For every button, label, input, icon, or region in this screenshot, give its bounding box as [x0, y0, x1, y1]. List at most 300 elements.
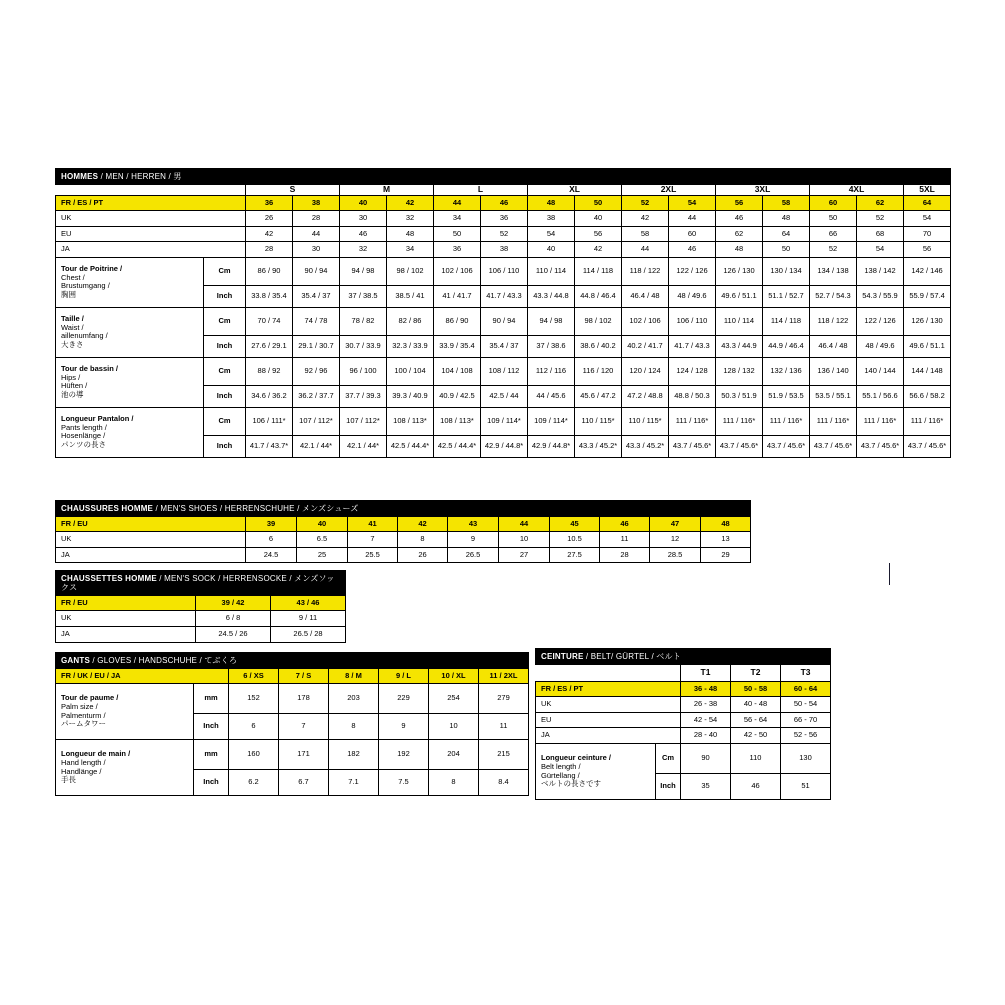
cell: 116 / 120	[575, 357, 622, 385]
cell: 50 - 54	[781, 697, 831, 713]
cell: 86 / 90	[434, 307, 481, 335]
cell: 26 - 38	[681, 697, 731, 713]
cell: 182	[329, 740, 379, 770]
cell: 120 / 124	[622, 357, 669, 385]
cell: 54	[528, 226, 575, 242]
men-title-sub: / MEN / HERREN / 男	[98, 172, 182, 181]
cell: 8	[429, 770, 479, 796]
cell: 9 / L	[379, 669, 429, 684]
cell: 6.5	[297, 532, 348, 548]
label-line: Tour de bassin /	[61, 364, 118, 374]
cell: 192	[379, 740, 429, 770]
cell: 46.4 / 48	[810, 335, 857, 357]
cell: 48	[716, 242, 763, 258]
men-size-group-row	[56, 185, 951, 196]
cell: 38	[293, 195, 340, 210]
cell: 203	[329, 684, 379, 714]
cell: 42 - 54	[681, 712, 731, 728]
belt-row-fr	[536, 682, 831, 697]
cell: 10	[429, 714, 479, 740]
cell: 42.5 / 44.4*	[387, 435, 434, 457]
cell: 43.7 / 45.6*	[810, 435, 857, 457]
gloves-title-row	[56, 653, 529, 669]
spacer	[536, 665, 656, 682]
label-line: Handlänge /	[61, 766, 102, 776]
cell: 51.9 / 53.5	[763, 385, 810, 407]
cell: 62	[716, 226, 763, 242]
cell: 7.5	[379, 770, 429, 796]
socks-title-row	[56, 571, 346, 596]
men-row-ja	[56, 242, 951, 258]
cell: 46	[731, 774, 781, 800]
belt-row-ja	[536, 728, 831, 744]
cell: 28 - 40	[681, 728, 731, 744]
belt-row-eu	[536, 712, 831, 728]
cell: 111 / 116*	[810, 407, 857, 435]
measure-label-chest	[56, 257, 204, 307]
men-title-main: HOMMES	[61, 172, 99, 181]
cell: 34	[434, 210, 481, 226]
label-line: Hand length /	[61, 758, 106, 768]
cell: 48	[528, 195, 575, 210]
cell: 50	[810, 210, 857, 226]
cell: 48	[701, 517, 751, 532]
cell: 52	[810, 242, 857, 258]
cell: 10 / XL	[429, 669, 479, 684]
cell: 94 / 98	[528, 307, 575, 335]
cell: 43.7 / 45.6*	[904, 435, 951, 457]
cell: 41.7 / 43.3	[481, 285, 528, 307]
cell: 32.3 / 33.9	[387, 335, 434, 357]
cell: 43.7 / 45.6*	[716, 435, 763, 457]
label-line: Palm size /	[61, 702, 98, 712]
shoes-row-fr	[56, 517, 751, 532]
size-group-3xl: 3XL	[716, 185, 810, 196]
cell: 40	[340, 195, 387, 210]
measure-label-hips	[56, 357, 204, 407]
cell: 122 / 126	[857, 307, 904, 335]
cell: 109 / 114*	[481, 407, 528, 435]
cell: 45	[550, 517, 600, 532]
cell: 110	[731, 744, 781, 774]
cell: 12	[650, 532, 701, 548]
label-line: パンツの長さ	[61, 439, 106, 449]
cell: 38	[481, 242, 528, 258]
cell: 42	[398, 517, 448, 532]
cell: 48.8 / 50.3	[669, 385, 716, 407]
cell: 88 / 92	[246, 357, 293, 385]
shoes-title-main: CHAUSSURES HOMME	[61, 504, 154, 513]
cell: 32	[340, 242, 387, 258]
men-row-fr	[56, 195, 951, 210]
cell: 107 / 112*	[340, 407, 387, 435]
cell: 70 / 74	[246, 307, 293, 335]
unit-cm: Cm	[204, 357, 246, 385]
label-line: ベルトの長さです	[541, 779, 601, 789]
gloves-table-title	[56, 653, 529, 669]
cell: 122 / 126	[669, 257, 716, 285]
cell: 58	[622, 226, 669, 242]
cell: 34	[387, 242, 434, 258]
label-line: 池の導	[61, 389, 84, 399]
label-line: Waist /	[61, 322, 84, 332]
cell: 56	[904, 242, 951, 258]
men-table-title-row	[56, 169, 951, 185]
cell: 104 / 108	[434, 357, 481, 385]
cell: 46.4 / 48	[622, 285, 669, 307]
cell: 46	[600, 517, 650, 532]
cell: 111 / 116*	[763, 407, 810, 435]
cell: 41	[348, 517, 398, 532]
cell: 6.2	[229, 770, 279, 796]
cell: 11	[479, 714, 529, 740]
cell: 229	[379, 684, 429, 714]
measure-label-waist	[56, 307, 204, 357]
row-label-uk: UK	[56, 210, 246, 226]
cell: 90 / 94	[481, 307, 528, 335]
cell: 40	[575, 210, 622, 226]
cell: 124 / 128	[669, 357, 716, 385]
cell: 215	[479, 740, 529, 770]
belt-table-title	[536, 649, 831, 665]
label-line: Taille /	[61, 314, 84, 324]
unit-cm: Cm	[204, 307, 246, 335]
label-line: Palmenturm /	[61, 710, 106, 720]
cell: 100 / 104	[387, 357, 434, 385]
cell: 48 / 49.6	[857, 335, 904, 357]
cell: 130 / 134	[763, 257, 810, 285]
cell: 78 / 82	[340, 307, 387, 335]
unit-inch: Inch	[204, 285, 246, 307]
cell: 29.1 / 30.7	[293, 335, 340, 357]
cell: 64	[904, 195, 951, 210]
cell: 48	[763, 210, 810, 226]
cell: 37 / 38.6	[528, 335, 575, 357]
label-line: パームタワー	[61, 719, 106, 729]
cell: 254	[429, 684, 479, 714]
cell: 108 / 113*	[387, 407, 434, 435]
belt-length-cm	[536, 744, 831, 774]
cell: 9	[448, 532, 499, 548]
label-line: Longueur de main /	[61, 749, 131, 759]
cell: 42.1 / 44*	[293, 435, 340, 457]
cell: 68	[857, 226, 904, 242]
socks-title-sub: / MEN'S SOCK / HERRENSOCKE / メンズソックス	[61, 574, 335, 593]
cell: 42 - 50	[731, 728, 781, 744]
cell: 171	[279, 740, 329, 770]
cell: 45.6 / 47.2	[575, 385, 622, 407]
cell: 112 / 116	[528, 357, 575, 385]
cell: 40.2 / 41.7	[622, 335, 669, 357]
cell: 26.5	[448, 547, 499, 563]
cell: 10.5	[550, 532, 600, 548]
row-label-ja: JA	[56, 242, 246, 258]
cell: 47	[650, 517, 701, 532]
size-group-5xl: 5XL	[904, 185, 951, 196]
cell: 38.5 / 41	[387, 285, 434, 307]
cell: 42	[246, 226, 293, 242]
label-line: Tour de Poitrine /	[61, 264, 123, 274]
size-t1: T1	[681, 665, 731, 682]
unit-inch: Inch	[194, 714, 229, 740]
cell: 54	[857, 242, 904, 258]
belt-title-row	[536, 649, 831, 665]
cell: 35	[681, 774, 731, 800]
cell: 46	[481, 195, 528, 210]
label-line: Hosenlänge /	[61, 431, 106, 441]
cell: 118 / 122	[622, 257, 669, 285]
cell: 51.1 / 52.7	[763, 285, 810, 307]
cell: 90	[681, 744, 731, 774]
cell: 24.5 / 26	[196, 627, 271, 643]
size-group-m: M	[340, 185, 434, 196]
cell: 27	[499, 547, 550, 563]
cell: 43.3 / 45.2*	[622, 435, 669, 457]
cell: 28.5	[650, 547, 701, 563]
cell: 41 / 41.7	[434, 285, 481, 307]
cell: 24.5	[246, 547, 297, 563]
cell: 43	[448, 517, 499, 532]
row-label-sizes: FR / UK / EU / JA	[56, 669, 229, 684]
cell: 34.6 / 36.2	[246, 385, 293, 407]
cell: 36	[246, 195, 293, 210]
size-group-4xl: 4XL	[810, 185, 904, 196]
cell: 108 / 112	[481, 357, 528, 385]
cell: 70	[904, 226, 951, 242]
belt-row-uk	[536, 697, 831, 713]
label-line: 大きさ	[61, 339, 84, 349]
shoes-title-sub: / MEN'S SHOES / HERRENSCHUHE / メンズシューズ	[153, 504, 359, 513]
label-line: 胸囲	[61, 289, 76, 299]
cell: 55.9 / 57.4	[904, 285, 951, 307]
cell: 43.3 / 44.9	[716, 335, 763, 357]
row-label-uk: UK	[56, 532, 246, 548]
cell: 44.8 / 46.4	[575, 285, 622, 307]
cell: 44.9 / 46.4	[763, 335, 810, 357]
cell: 52.7 / 54.3	[810, 285, 857, 307]
cell: 36 - 48	[681, 682, 731, 697]
men-measure-hips-cm	[56, 357, 951, 385]
cell: 39.3 / 40.9	[387, 385, 434, 407]
cell: 27.6 / 29.1	[246, 335, 293, 357]
cell: 204	[429, 740, 479, 770]
label-line: Pants length /	[61, 422, 107, 432]
cell: 144 / 148	[904, 357, 951, 385]
shoes-row-ja	[56, 547, 751, 563]
cell: 8 / M	[329, 669, 379, 684]
cell: 44	[434, 195, 481, 210]
gloves-title-sub: / GLOVES / HANDSCHUHE / てぶくろ	[90, 656, 238, 665]
cell: 114 / 118	[763, 307, 810, 335]
shoes-table-title	[56, 501, 751, 517]
unit-inch: Inch	[194, 770, 229, 796]
socks-row-ja	[56, 627, 346, 643]
cell: 26	[398, 547, 448, 563]
cell: 25	[297, 547, 348, 563]
cell: 33.8 / 35.4	[246, 285, 293, 307]
label-line: Chest /	[61, 272, 85, 282]
cell: 42	[387, 195, 434, 210]
cell: 118 / 122	[810, 307, 857, 335]
cell: 8	[329, 714, 379, 740]
measure-label-hand-length	[56, 740, 194, 796]
cell: 92 / 96	[293, 357, 340, 385]
cell: 30	[293, 242, 340, 258]
cell: 66 - 70	[781, 712, 831, 728]
cell: 42	[575, 242, 622, 258]
size-group-s: S	[246, 185, 340, 196]
cell: 44 / 45.6	[528, 385, 575, 407]
label-line: Tour de paume /	[61, 693, 119, 703]
mens-shoes-table	[55, 500, 751, 563]
cell: 52	[857, 210, 904, 226]
cell: 98 / 102	[387, 257, 434, 285]
cell: 140 / 144	[857, 357, 904, 385]
cell: 37 / 38.5	[340, 285, 387, 307]
cell: 44	[499, 517, 550, 532]
gloves-title-main: GANTS	[61, 656, 90, 665]
label-line: Brustumgang /	[61, 281, 110, 291]
cell: 29	[701, 547, 751, 563]
unit-inch: Inch	[204, 385, 246, 407]
label-line: Belt length /	[541, 761, 581, 771]
gloves-hand-mm	[56, 740, 529, 770]
cell: 130	[781, 744, 831, 774]
cell: 64	[763, 226, 810, 242]
belt-title-main: CEINTURE	[541, 652, 584, 661]
cell: 136 / 140	[810, 357, 857, 385]
belt-table	[535, 648, 831, 800]
cell: 106 / 110	[481, 257, 528, 285]
cell: 46	[340, 226, 387, 242]
measure-label-palm-size	[56, 684, 194, 740]
cell: 43.7 / 45.6*	[763, 435, 810, 457]
cell: 44	[293, 226, 340, 242]
cell: 58	[763, 195, 810, 210]
cell: 27.5	[550, 547, 600, 563]
unit-inch: Inch	[204, 435, 246, 457]
cell: 30.7 / 33.9	[340, 335, 387, 357]
cell: 48 / 49.6	[669, 285, 716, 307]
gloves-palm-mm	[56, 684, 529, 714]
row-label-fr-eu: FR / EU	[56, 517, 246, 532]
cell: 178	[279, 684, 329, 714]
cell: 36	[481, 210, 528, 226]
cell: 107 / 112*	[293, 407, 340, 435]
cell: 54	[669, 195, 716, 210]
unit-cm: Cm	[204, 407, 246, 435]
measure-label-pants-length	[56, 407, 204, 457]
cell: 50	[763, 242, 810, 258]
shoes-title-row	[56, 501, 751, 517]
cell: 43.7 / 45.6*	[857, 435, 904, 457]
size-t2: T2	[731, 665, 781, 682]
row-label-fr: FR / ES / PT	[536, 682, 681, 697]
cell: 36	[434, 242, 481, 258]
row-label-fr-eu: FR / EU	[56, 596, 196, 611]
cell: 52	[481, 226, 528, 242]
cell: 114 / 118	[575, 257, 622, 285]
cell: 6 / XS	[229, 669, 279, 684]
unit-cm: Cm	[204, 257, 246, 285]
cell: 39 / 42	[196, 596, 271, 611]
socks-row-fr	[56, 596, 346, 611]
cell: 47.2 / 48.8	[622, 385, 669, 407]
belt-size-row	[536, 665, 831, 682]
cell: 51	[781, 774, 831, 800]
row-label-ja: JA	[56, 547, 246, 563]
cell: 46	[716, 210, 763, 226]
row-label-ja: JA	[56, 627, 196, 643]
cell: 50 - 58	[731, 682, 781, 697]
cell: 9 / 11	[271, 611, 346, 627]
cell: 30	[340, 210, 387, 226]
cell: 40 - 48	[731, 697, 781, 713]
cell: 35.4 / 37	[293, 285, 340, 307]
cell: 28	[293, 210, 340, 226]
cell: 43.3 / 44.8	[528, 285, 575, 307]
cell: 160	[229, 740, 279, 770]
cell: 60	[810, 195, 857, 210]
cell: 82 / 86	[387, 307, 434, 335]
cell: 40	[528, 242, 575, 258]
cell: 96 / 100	[340, 357, 387, 385]
cell: 52	[622, 195, 669, 210]
spacer	[56, 185, 204, 196]
unit-inch: Inch	[656, 774, 681, 800]
cell: 28	[246, 242, 293, 258]
cell: 62	[857, 195, 904, 210]
cell: 32	[387, 210, 434, 226]
cell: 7	[348, 532, 398, 548]
cell: 25.5	[348, 547, 398, 563]
unit-inch: Inch	[204, 335, 246, 357]
spacer	[656, 665, 681, 682]
cell: 7.1	[329, 770, 379, 796]
cell: 102 / 106	[434, 257, 481, 285]
cell: 98 / 102	[575, 307, 622, 335]
label-line: Hüften /	[61, 381, 88, 391]
cell: 6 / 8	[196, 611, 271, 627]
cell: 43.3 / 45.2*	[575, 435, 622, 457]
socks-table-title	[56, 571, 346, 596]
size-t3: T3	[781, 665, 831, 682]
cell: 60	[669, 226, 716, 242]
row-label-eu: EU	[56, 226, 246, 242]
cell: 110 / 115*	[622, 407, 669, 435]
label-line: Longueur Pantalon /	[61, 414, 134, 424]
cell: 102 / 106	[622, 307, 669, 335]
cell: 108 / 113*	[434, 407, 481, 435]
cell: 56	[716, 195, 763, 210]
spacer	[204, 185, 246, 196]
cell: 42	[622, 210, 669, 226]
unit-mm: mm	[194, 740, 229, 770]
cell: 39	[246, 517, 297, 532]
row-label-ja: JA	[536, 728, 681, 744]
cell: 49.6 / 51.1	[716, 285, 763, 307]
cell: 60 - 64	[781, 682, 831, 697]
cell: 48	[387, 226, 434, 242]
cell: 50	[434, 226, 481, 242]
cell: 110 / 115*	[575, 407, 622, 435]
gloves-size-row	[56, 669, 529, 684]
cell: 56.6 / 58.2	[904, 385, 951, 407]
measure-label-belt-length	[536, 744, 656, 800]
cell: 44	[669, 210, 716, 226]
men-row-eu	[56, 226, 951, 242]
cell: 94 / 98	[340, 257, 387, 285]
